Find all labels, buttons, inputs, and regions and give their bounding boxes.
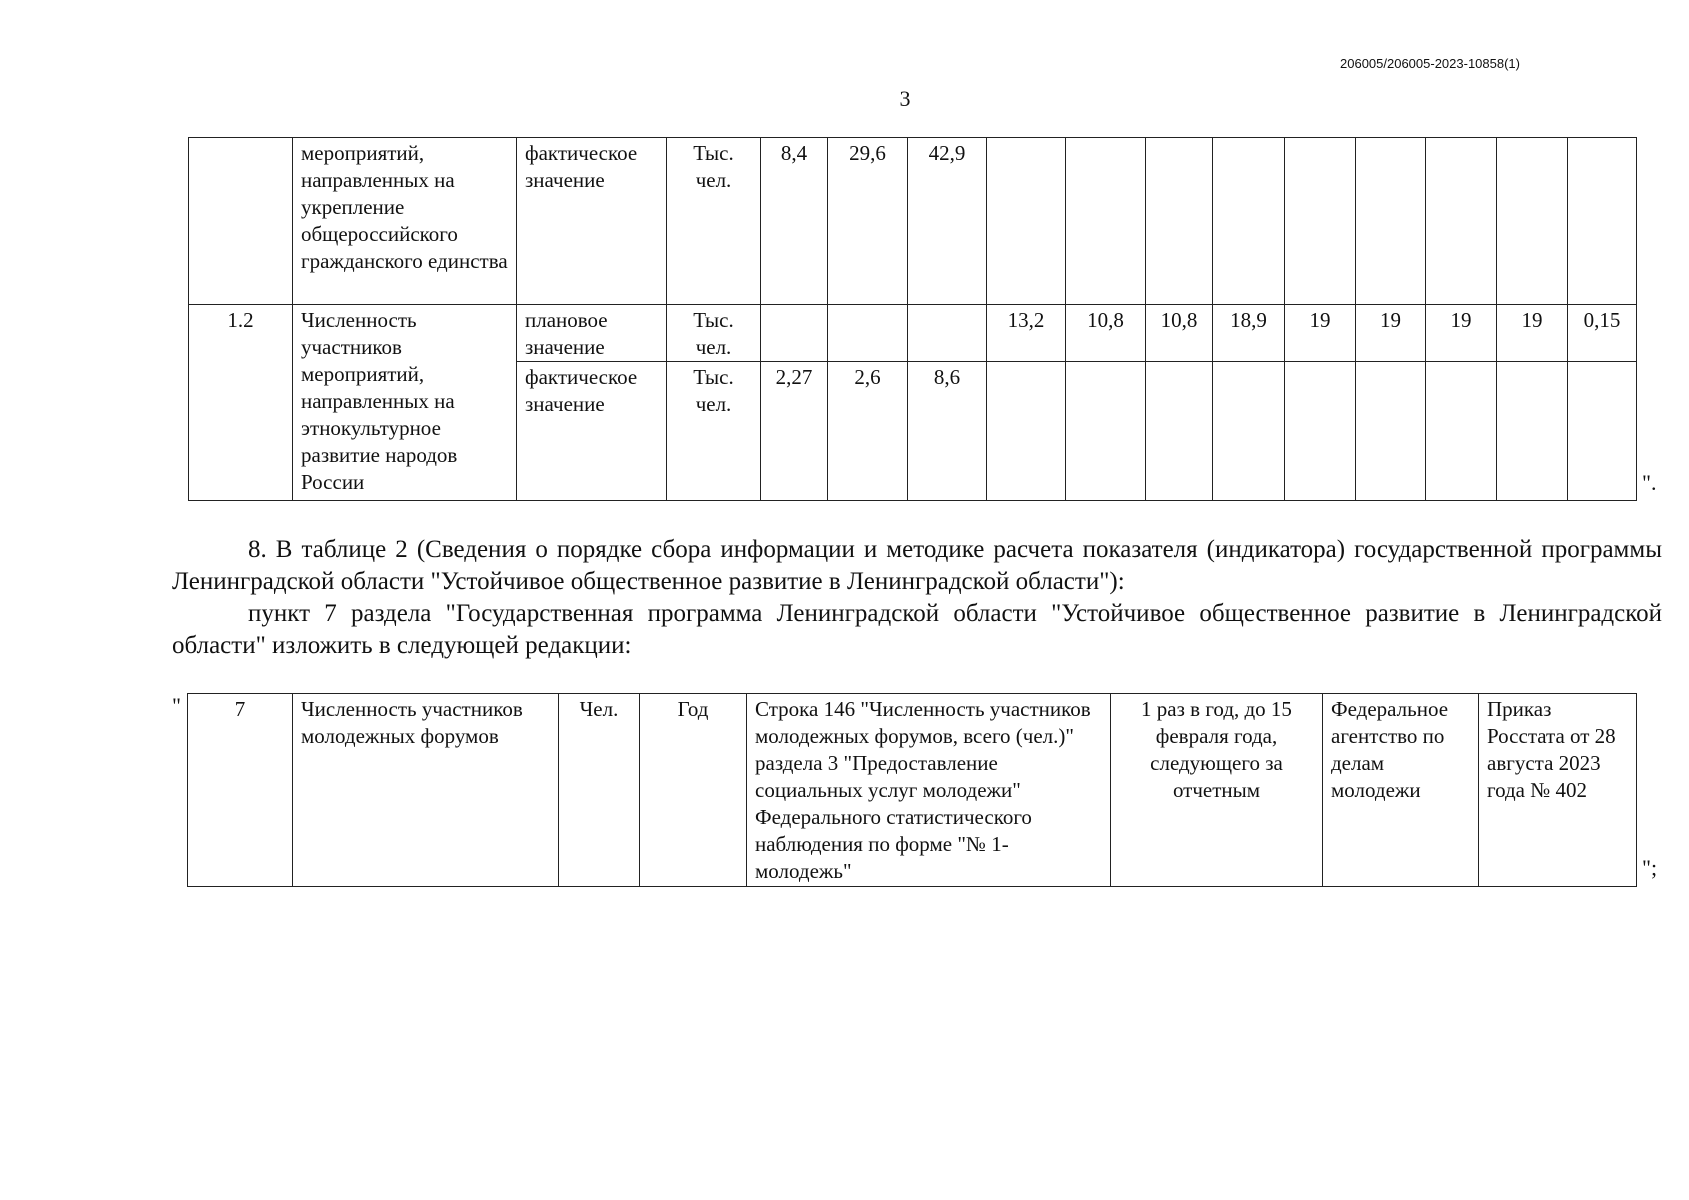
- value-cell: [1426, 362, 1497, 501]
- data-source-cell: Строка 146 "Численность участников молодежных форумов, всего (чел.)" раздела 3 "Предоставление социальных услуг молодежи" Федерального статистического наблюдения по форме "№ 1-молодежь": [747, 694, 1111, 887]
- value-cell: 29,6: [828, 138, 908, 305]
- value-cell: [1356, 138, 1426, 305]
- value-cell: [987, 138, 1066, 305]
- indicator-name-cell: Численность участников мероприятий, направленных на этнокультурное развитие народов России: [293, 305, 517, 501]
- indicator-values-table: [188, 137, 1637, 501]
- value-cell: 19: [1426, 305, 1497, 362]
- responsible-cell: Федеральное агентство по делам молодежи: [1323, 694, 1479, 887]
- paragraph-amendment-8: 8. В таблице 2 (Сведения о порядке сбора информации и методике расчета показателя (индикатора) государственной программы Ленинградской области "Устойчивое общественное развитие в Ленинградской области"):: [172, 536, 1662, 595]
- value-cell: [1066, 138, 1146, 305]
- value-cell: 19: [1285, 305, 1356, 362]
- value-cell: [761, 305, 828, 362]
- value-cell: 19: [1497, 305, 1568, 362]
- value-cell: 18,9: [1213, 305, 1285, 362]
- value-cell: [1213, 138, 1285, 305]
- row-number-cell: [189, 138, 293, 305]
- frequency-cell: 1 раз в год, до 15 февраля года, следующего за отчетным: [1111, 694, 1323, 887]
- value-cell: 13,2: [987, 305, 1066, 362]
- value-cell: 8,4: [761, 138, 828, 305]
- value-cell: 10,8: [1066, 305, 1146, 362]
- value-cell: 19: [1356, 305, 1426, 362]
- closing-quote-mark: ".: [1642, 470, 1657, 495]
- document-cell: Приказ Росстата от 28 августа 2023 года № 402: [1479, 694, 1637, 887]
- table-row: [189, 305, 1637, 362]
- value-cell: [1146, 362, 1213, 501]
- value-cell: [1285, 362, 1356, 501]
- period-cell: Год: [640, 694, 747, 887]
- value-cell: [1356, 362, 1426, 501]
- value-cell: [908, 305, 987, 362]
- value-cell: [1213, 362, 1285, 501]
- unit-cell: Чел.: [559, 694, 640, 887]
- value-cell: [1285, 138, 1356, 305]
- indicator-name-cell: Численность участников молодежных форумов: [293, 694, 559, 887]
- value-cell: [828, 305, 908, 362]
- value-cell: [1146, 138, 1213, 305]
- value-cell: [1066, 362, 1146, 501]
- paragraph-item-7: пункт 7 раздела "Государственная программа Ленинградской области "Устойчивое общественное развитие в Ленинградской области" изложить в следующей редакции:: [172, 600, 1662, 659]
- value-type-cell: фактическое значение: [517, 138, 667, 305]
- value-cell: 42,9: [908, 138, 987, 305]
- value-cell: 2,6: [828, 362, 908, 501]
- value-cell: [1568, 362, 1637, 501]
- closing-quote-mark: ";: [1642, 855, 1658, 880]
- value-cell: [1426, 138, 1497, 305]
- value-cell: 8,6: [908, 362, 987, 501]
- value-cell: 2,27: [761, 362, 828, 501]
- document-id: 206005/206005-2023-10858(1): [1340, 56, 1520, 71]
- unit-cell: Тыс. чел.: [667, 362, 761, 501]
- value-type-cell: плановое значение: [517, 305, 667, 362]
- table-row: [189, 138, 1637, 305]
- row-number-cell: 7: [188, 694, 293, 887]
- row-number-cell: 1.2: [189, 305, 293, 501]
- opening-quote-mark: ": [172, 693, 181, 718]
- value-cell: [1568, 138, 1637, 305]
- indicator-name-cell: мероприятий, направленных на укрепление общероссийского гражданского единства: [293, 138, 517, 305]
- value-cell: 10,8: [1146, 305, 1213, 362]
- unit-cell: Тыс. чел.: [667, 138, 761, 305]
- value-cell: 0,15: [1568, 305, 1637, 362]
- value-cell: [987, 362, 1066, 501]
- unit-cell: Тыс. чел.: [667, 305, 761, 362]
- value-type-cell: фактическое значение: [517, 362, 667, 501]
- page-number: 3: [899, 86, 911, 111]
- value-cell: [1497, 362, 1568, 501]
- methodology-table: [187, 693, 1637, 887]
- table-row: [188, 694, 1637, 887]
- value-cell: [1497, 138, 1568, 305]
